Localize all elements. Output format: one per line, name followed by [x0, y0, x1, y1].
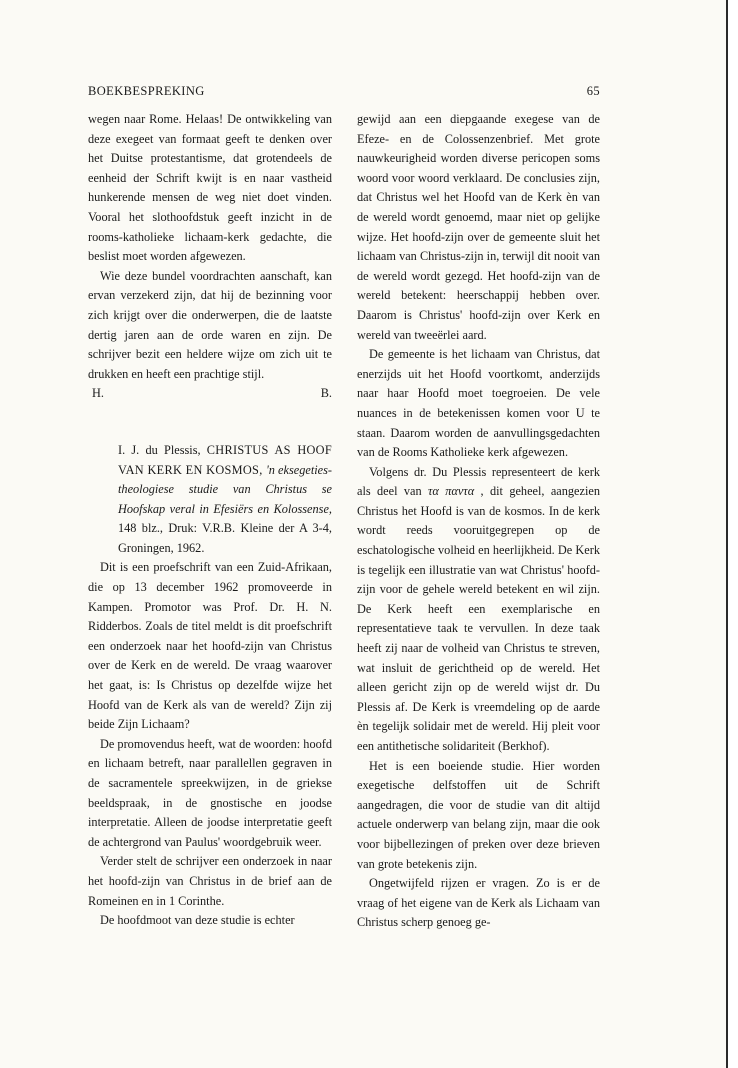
- book-citation: [118, 441, 332, 559]
- paragraph-text: , dit geheel, aangezien Christus het Hoofd is van de kosmos. In de kerk wordt reeds vooruitgegrepen op de eschatologische volheid en heerlijkheid. De Kerk is tegelijk een illustratie van wat Christus' hoofd-zijn voor de gehele wereld betekent en wil zijn. De Kerk heeft een exemplarische en representatieve taak te vervullen. In deze taak heeft zij naar de volheid van Christus te streven, wat insluit de gerichtheid op de wereld. Het alleen gericht zijn op de wereld wijst dr. Du Plessis af. De Kerk is vreemdeling op de aarde èn tegelijk solidair met de wereld. Hij pleit voor een antithetische solidariteit (Berkhof).: [357, 484, 600, 753]
- book-subtitle: 'n eksegeties-theologiese studie van Christus se Hoofskap veral in Efesiërs en Kolossense,: [118, 462, 332, 516]
- right-column: [357, 110, 600, 933]
- paragraph: Ongetwijfeld rijzen er vragen. Zo is er de vraag of het eigene van de Kerk als Lichaam van Christus scherp genoeg ge-: [357, 876, 600, 930]
- paragraph: De promovendus heeft, wat de woorden: hoofd en lichaam betreft, naar parallellen gegraven in de sacramentele spreekwijzen, in de griekse beeldspraak, in de gnostische en joodse interpretatie. Alleen de joodse interpretatie geeft de achtergrond van Paulus' woordgebruik weer.: [88, 736, 332, 849]
- paragraph: Het is een boeiende studie. Hier worden exegetische delfstoffen uit de Schrift aangedragen, die voor de studie van dit altijd actuele onderwerp van belang zijn, maar die ook voor bijbellezingen of preken over deze brieven van grote betekenis zijn.: [357, 758, 600, 871]
- page-edge: [726, 0, 738, 1068]
- paragraph: Dit is een proefschrift van een Zuid-Afrikaan, die op 13 december 1962 promoveerde in Kampen. Promotor was Prof. Dr. H. N. Ridderbos. Zoals de titel meldt is dit proefschrift een onderzoek naar het hoofd-zijn van Christus over de Kerk en de wereld. De vraag waarover het gaat, is: Is Christus op dezelfde wijze het Hoofd van de Kerk als van de wereld? Zijn zij beide Zijn Lichaam?: [88, 560, 332, 732]
- paragraph: Verder stelt de schrijver een onderzoek in naar het hoofd-zijn van Christus in de brief aan de Romeinen en in 1 Corinthe.: [88, 854, 332, 908]
- paragraph: Wie deze bundel voordrachten aanschaft, kan ervan verzekerd zijn, dat hij de bezinning voor zich krijgt over die onderwerpen, die de laatste dertig jaren aan de orde waren en zijn. De schrijver bezit een heldere wijze om zich uit te drukken en heeft een prachtige stijl.: [88, 268, 332, 381]
- paragraph: wegen naar Rome. Helaas! De ontwikkeling van deze exegeet van formaat geeft te denken over het Duitse protestantisme, dat grotendeels de eenheid der Schrift kwijt is en naar vastheid hunkerende mensen de weg niet doet vinden. Vooral het slothoofdstuk geeft inzicht in de rooms-katholieke lichaam-kerk gedachte, die beslist moet worden afgewezen.: [88, 112, 332, 264]
- reviewer-signature: [88, 384, 332, 404]
- book-author: I. J. du Plessis,: [118, 442, 207, 457]
- book-title: CHRISTUS AS HOOF VAN KERK EN KOSMOS,: [118, 442, 332, 477]
- paragraph: [357, 463, 600, 757]
- greek-phrase: τα παντα: [428, 484, 475, 499]
- book-details: 148 blz., Druk: V.R.B. Kleine der A 3-4, Groningen, 1962.: [118, 521, 332, 555]
- left-column: [88, 110, 332, 931]
- signature-initial: H.: [92, 386, 104, 401]
- paragraph: De gemeente is het lichaam van Christus, dat enerzijds uit het Hoofd voortkomt, anderzijds naar haar Hoofd moet toegroeien. De vele nuances in de betekenissen komen voor U te staan. Daarom worden de aanvullingsgedachten van de Rooms Katholieke kerk afgewezen.: [357, 347, 600, 460]
- paragraph: De hoofdmoot van deze studie is echter: [100, 913, 295, 928]
- section-title: BOEKBESPREKING: [88, 84, 205, 98]
- paragraph-text: Volgens dr. Du Plessis representeert de kerk als deel van: [357, 464, 600, 499]
- paragraph: gewijd aan een diepgaande exegese van de Efeze- en de Colossenzenbrief. Met grote nauwkeurigheid worden diverse pericopen soms woord voor woord verklaard. De conclusies zijn, dat Christus wel het Hoofd van de Kerk èn van de wereld wordt genoemd, maar niet op gelijke wijze. Het hoofd-zijn over de gemeente sluit het lichaam van Christus-zijn in, terwijl dit nooit van de wereld wordt gezegd. Het hoofd-zijn van de wereld betekent: heerschappij hebben over. Daarom is Christus' hoofd-zijn over Kerk en wereld van tweeërlei aard.: [357, 112, 600, 342]
- signature-initial: B.: [320, 386, 332, 401]
- page-number: 65: [586, 84, 600, 98]
